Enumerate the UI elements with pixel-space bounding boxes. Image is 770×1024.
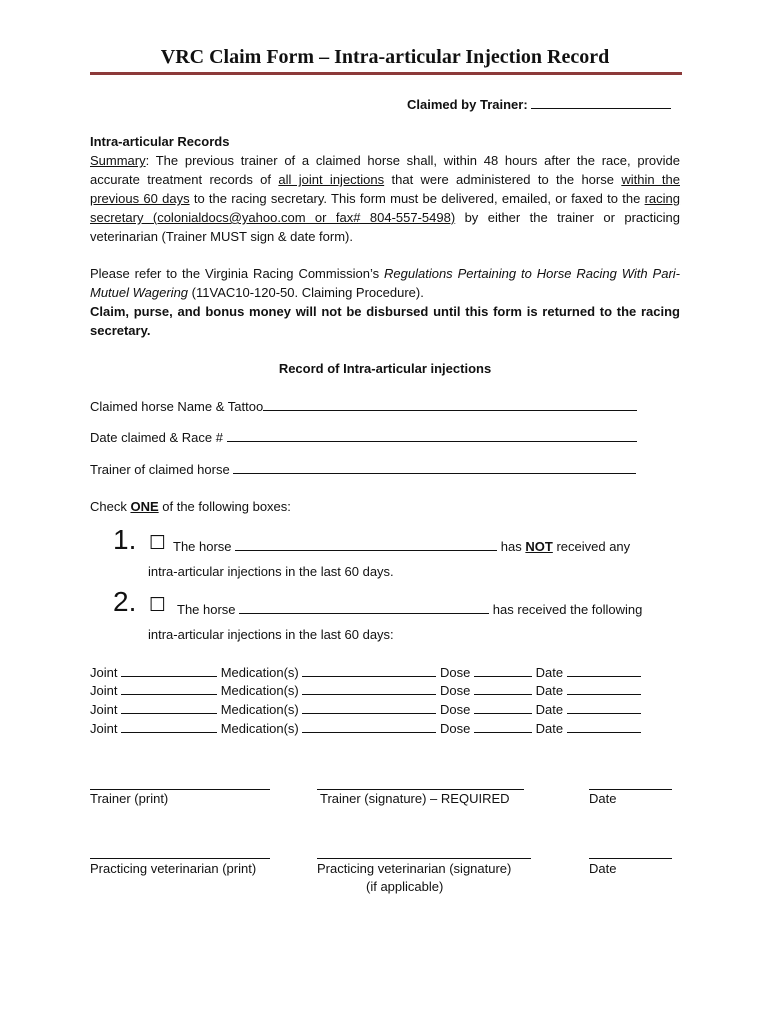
summary-text-2: that were administered to the horse [384, 172, 622, 187]
check-prompt-pre: Check [90, 499, 131, 514]
dose-label: Dose [440, 683, 471, 698]
option-1-text [173, 538, 630, 554]
reference-regulations: Regulations Pertaining to Horse Racing With Pari-Mutuel Wagering [90, 266, 680, 300]
horse-name-label: Claimed horse Name & Tattoo [90, 399, 264, 414]
option-2-checkbox[interactable]: ☐ [149, 595, 167, 616]
option-1-mid-post: received any [552, 539, 631, 554]
horse-name-field[interactable] [90, 398, 637, 414]
medication-label: Medication(s) [220, 721, 299, 736]
reference-paragraph [90, 264, 680, 340]
joint-label: Joint [90, 665, 118, 680]
trainer-print-label: Trainer (print) [90, 791, 169, 806]
dose-label: Dose [440, 721, 471, 736]
option-1-checkbox[interactable]: ☐ [149, 533, 167, 554]
check-prompt [90, 499, 291, 514]
date-label: Date [535, 702, 564, 717]
summary-underline-3: racing secretary (colonialdocs@yahoo.com or fax# 804-557-5498) [90, 191, 681, 225]
joint-label: Joint [90, 683, 118, 698]
date-claimed-line[interactable] [227, 429, 637, 442]
date-line[interactable] [567, 701, 641, 714]
trainer-date-label: Date [589, 791, 617, 806]
dose-line[interactable] [474, 664, 532, 677]
joint-line[interactable] [121, 664, 217, 677]
joint-label: Joint [90, 721, 118, 736]
dose-line[interactable] [474, 720, 532, 733]
option-1-horse-line[interactable] [235, 538, 497, 551]
medication-line[interactable] [302, 682, 436, 695]
date-claimed-field[interactable] [90, 429, 637, 445]
check-prompt-one: ONE [130, 499, 159, 514]
records-heading: Intra-articular Records [90, 134, 230, 149]
option-1-not: NOT [525, 539, 553, 554]
joint-line[interactable] [121, 701, 217, 714]
dose-label: Dose [440, 702, 471, 717]
claimed-by-line[interactable] [531, 96, 671, 109]
trainer-claimed-label: Trainer of claimed horse [90, 462, 230, 477]
vet-print-line[interactable] [90, 857, 270, 859]
vet-date-label: Date [589, 861, 617, 876]
medication-label: Medication(s) [220, 665, 299, 680]
trainer-date-line[interactable] [589, 788, 672, 790]
summary-label: Summary [90, 153, 146, 168]
title-rule [90, 72, 682, 75]
option-2-pre: The horse [177, 602, 236, 617]
medication-line[interactable] [302, 701, 436, 714]
dose-line[interactable] [474, 701, 532, 714]
medication-label: Medication(s) [220, 702, 299, 717]
trainer-signature-label: Trainer (signature) – REQUIRED [320, 791, 510, 806]
date-claimed-label: Date claimed & Race # [90, 430, 223, 445]
joint-row [90, 701, 641, 717]
vet-signature-line[interactable] [317, 857, 531, 859]
option-1-line2: intra-articular injections in the last 60 days. [148, 564, 394, 579]
trainer-claimed-field[interactable] [90, 461, 636, 477]
joint-label: Joint [90, 702, 118, 717]
medication-line[interactable] [302, 720, 436, 733]
date-line[interactable] [567, 664, 641, 677]
form-title: VRC Claim Form – Intra-articular Injection Record [160, 46, 610, 68]
check-prompt-post: of the following boxes: [158, 499, 291, 514]
dose-line[interactable] [474, 682, 532, 695]
claimed-by-trainer-field[interactable] [407, 96, 671, 112]
joint-row [90, 664, 641, 680]
joint-line[interactable] [121, 682, 217, 695]
claimed-by-label: Claimed by Trainer: [407, 97, 528, 112]
summary-underline-2: within the previous 60 days [90, 172, 680, 206]
injections-heading: Record of Intra-articular injections [278, 361, 492, 376]
vet-signature-label: Practicing veterinarian (signature) [317, 861, 512, 876]
option-2-mid: has received the following [492, 602, 643, 617]
horse-name-line[interactable] [263, 398, 637, 411]
date-label: Date [535, 683, 564, 698]
option-1-pre: The horse [173, 539, 232, 554]
medication-line[interactable] [302, 664, 436, 677]
trainer-signature-line[interactable] [317, 788, 524, 790]
option-2-number: 2. [113, 586, 137, 617]
option-2-text [177, 601, 642, 617]
option-1-number: 1. [113, 524, 137, 555]
date-line[interactable] [567, 720, 641, 733]
dose-label: Dose [440, 665, 471, 680]
reference-text-2: (11VAC10-120-50. Claiming Procedure). [188, 285, 424, 300]
reference-text-1: Please refer to the Virginia Racing Commission’s [90, 266, 385, 281]
summary-paragraph [90, 151, 680, 246]
trainer-print-line[interactable] [90, 788, 270, 790]
summary-text-3: to the racing secretary. This form must be delivered, emailed, or faxed to the [189, 191, 645, 206]
disbursement-warning: Claim, purse, and bonus money will not be disbursed until this form is returned to the racing secretary. [90, 304, 680, 338]
date-label: Date [535, 721, 564, 736]
joint-line[interactable] [121, 720, 217, 733]
option-2-line2: intra-articular injections in the last 60 days: [148, 627, 394, 642]
date-line[interactable] [567, 682, 641, 695]
joint-row [90, 720, 641, 736]
summary-text-4: by either the trainer or practicing veterinarian (Trainer MUST sign & date form). [90, 210, 680, 244]
option-2-horse-line[interactable] [239, 601, 489, 614]
date-label: Date [535, 665, 564, 680]
vet-print-label: Practicing veterinarian (print) [90, 861, 257, 876]
summary-text-1: : The previous trainer of a claimed horse shall, within 48 hours after the race, provide accurate treatment records of [90, 153, 680, 187]
joint-row [90, 682, 641, 698]
medication-label: Medication(s) [220, 683, 299, 698]
vet-applicable-note: (if applicable) [366, 879, 444, 894]
summary-underline-1: all joint injections [278, 172, 385, 187]
trainer-claimed-line[interactable] [233, 461, 636, 474]
vet-date-line[interactable] [589, 857, 672, 859]
option-1-mid-pre: has [500, 539, 526, 554]
